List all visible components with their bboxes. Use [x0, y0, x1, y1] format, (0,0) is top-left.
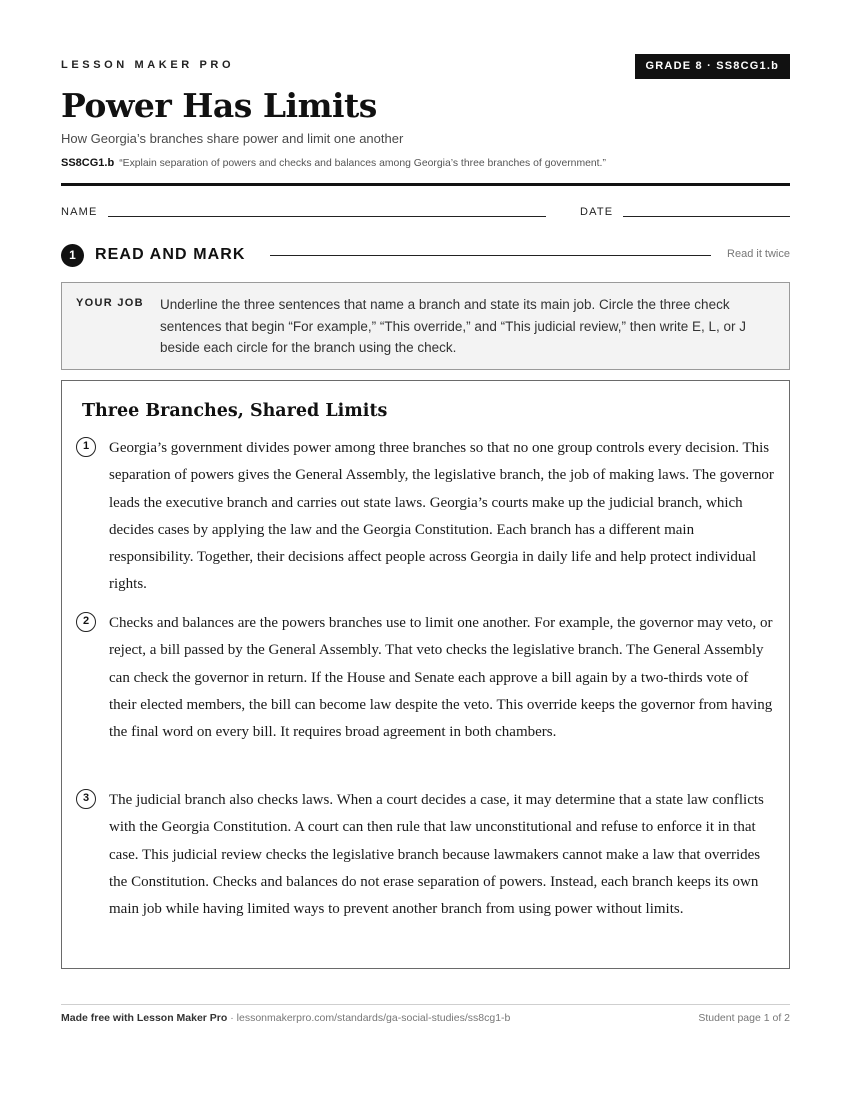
instructions-label: YOUR JOB: [76, 297, 144, 309]
paragraph-number: 1: [76, 437, 96, 457]
instructions-text: Underline the three sentences that name a branch and state its main job. Circle the three check sentences that begin “For example,” “This override,” and “This judicial review,” then write E, L, or J beside each circle for the branch using the check.: [160, 297, 746, 355]
standard-line: [61, 157, 606, 169]
footer-separator: ·: [227, 1012, 237, 1024]
reading-passage: [61, 380, 790, 969]
footer-credit: [61, 1012, 510, 1024]
footer-url[interactable]: lessonmakerpro.com/standards/ga-social-studies/ss8cg1-b: [236, 1012, 511, 1024]
name-field[interactable]: [108, 216, 546, 217]
page-title: Power Has Limits: [61, 86, 377, 125]
top-row: [61, 54, 790, 80]
brand-label: LESSON MAKER PRO: [61, 59, 235, 71]
footer-brand: Made free with Lesson Maker Pro: [61, 1012, 228, 1024]
paragraph-number: 2: [76, 612, 96, 632]
grade-badge: GRADE 8 · SS8CG1.b: [635, 54, 790, 79]
date-label: DATE: [580, 206, 614, 218]
paragraph: Georgia’s government divides power among three branches so that no one group controls every decision. This separation of powers gives the General Assembly, the legislative branch, the job of making laws. The governor leads the executive branch and carries out state laws. Georgia’s courts make up the judicial branch, which decides cases by applying the law and the Georgia Constitution. Each branch has a different main responsibility. Together, their decisions affect people across Georgia in daily life and help protect individual rights.: [109, 440, 774, 593]
standard-text: “Explain separation of powers and checks and balances among Georgia’s three branches of government.”: [119, 158, 606, 169]
section-header: [61, 243, 790, 267]
name-date-row: [61, 204, 790, 220]
section-note: Read it twice: [727, 248, 790, 260]
reading-title: Three Branches, Shared Limits: [82, 401, 388, 421]
paragraph: The judicial branch also checks laws. When a court decides a case, it may determine that a state law conflicts with the Georgia Constitution. A court can then rule that law unconstitutional and refuse to enforce it in that case. This judicial review checks the legislative branch because lawmakers cannot make a law that overrides the Constitution. Checks and balances do not erase separation of powers. Instead, each branch keeps its own main job while having limited ways to prevent another branch from using power without limits.: [109, 792, 764, 918]
section-title: READ AND MARK: [95, 246, 246, 263]
standard-code: SS8CG1.b: [61, 157, 115, 169]
header-divider: [61, 183, 790, 186]
instructions-box: [61, 282, 790, 370]
name-label: NAME: [61, 206, 98, 218]
footer-divider: [61, 1004, 790, 1005]
section-number-badge: 1: [61, 244, 84, 267]
paragraph-number: 3: [76, 789, 96, 809]
section-rule: [270, 255, 711, 256]
paragraph: Checks and balances are the powers branches use to limit one another. For example, the governor may veto, or reject, a bill passed by the General Assembly. That veto checks the legislative branch. The General Assembly can check the governor in return. If the House and Senate each approve a bill again by a two-thirds vote of their elected members, the bill can become law despite the veto. This override keeps the governor from having the final word on every bill. It requires broad agreement in both chambers.: [109, 615, 773, 741]
page-indicator: Student page 1 of 2: [698, 1012, 790, 1024]
page-subtitle: How Georgia’s branches share power and limit one another: [61, 131, 404, 146]
date-field[interactable]: [623, 216, 790, 217]
